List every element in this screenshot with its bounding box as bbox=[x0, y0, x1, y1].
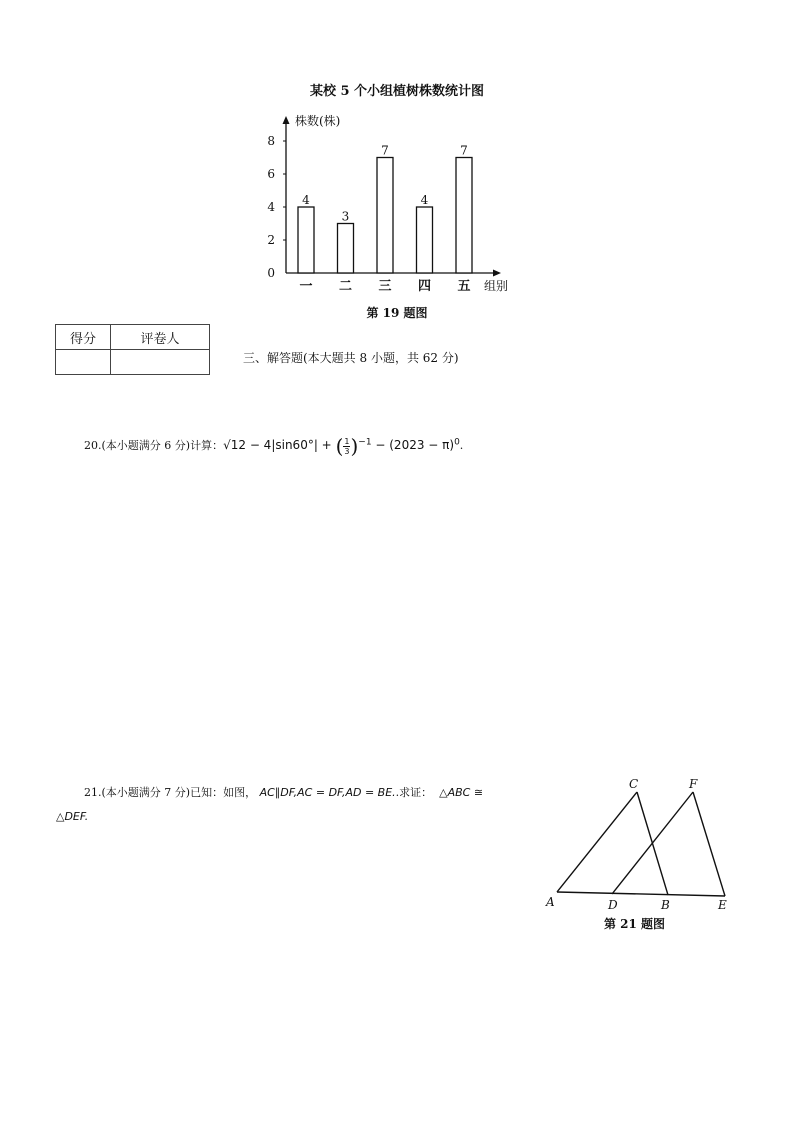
bar-3 bbox=[377, 158, 393, 274]
y-tick-label-4: 8 bbox=[267, 134, 275, 148]
y-tick-label-3: 6 bbox=[267, 167, 275, 181]
score-label: 得分 bbox=[56, 325, 111, 350]
x-axis-label: 组别 bbox=[484, 279, 509, 293]
q20-sqrt: √12 bbox=[223, 438, 246, 452]
label-D: D bbox=[608, 898, 618, 912]
bar-1 bbox=[298, 207, 314, 273]
label-B: B bbox=[661, 898, 670, 912]
y-tick-label-0: 0 bbox=[267, 266, 275, 280]
bar-chart bbox=[255, 108, 525, 298]
bar-value-label-2: 3 bbox=[341, 209, 350, 224]
x-tick-label-5: 五 bbox=[457, 279, 471, 294]
score-table bbox=[55, 324, 210, 375]
y-axis-arrow bbox=[283, 116, 290, 124]
bar-value-label-1: 4 bbox=[302, 193, 310, 207]
y-tick-label-1: 2 bbox=[267, 233, 275, 247]
chart-caption: 第 19 题图 bbox=[366, 306, 428, 320]
segment-FE bbox=[693, 792, 725, 896]
x-tick-label-3: 三 bbox=[378, 279, 392, 294]
y-tick-label-2: 4 bbox=[267, 200, 275, 214]
x-tick-label-4: 四 bbox=[417, 279, 432, 294]
q20-prefix: 20.(本小题满分 6 分)计算： bbox=[84, 439, 224, 452]
label-A: A bbox=[546, 895, 555, 909]
label-E: E bbox=[718, 898, 727, 912]
x-tick-label-2: 二 bbox=[338, 279, 353, 294]
bar-value-label-4: 4 bbox=[420, 193, 429, 207]
figure-21-caption: 第 21 题图 bbox=[604, 917, 666, 931]
q20-frac-den: 3 bbox=[344, 446, 350, 456]
q21-goal-2: △DEF. bbox=[56, 810, 89, 823]
section-title: 三、解答题(本大题共 8 小题，共 62 分) bbox=[243, 351, 459, 365]
bar-4 bbox=[417, 207, 433, 273]
q21-goal-1: △ABC ≅ bbox=[439, 786, 484, 799]
question-21-cont bbox=[56, 810, 88, 823]
y-axis-label: 株数(株) bbox=[295, 114, 341, 128]
question-20 bbox=[84, 434, 463, 458]
q20-paren-close: ) bbox=[350, 434, 359, 458]
q21-condition: AC∥DF,AC = DF,AD = BE. bbox=[259, 786, 396, 799]
q21-prefix: 21.(本小题满分 7 分)已知：如图， bbox=[84, 786, 257, 799]
grader-label: 评卷人 bbox=[111, 325, 210, 350]
label-F: F bbox=[689, 777, 698, 791]
bar-2 bbox=[338, 224, 354, 274]
q20-end: . bbox=[459, 439, 464, 452]
chart-title: 某校 5 个小组植树株数统计图 bbox=[309, 84, 485, 99]
q20-op2: − (2023 − π) bbox=[371, 438, 455, 452]
x-axis-arrow bbox=[493, 270, 501, 277]
x-tick-label-1: 一 bbox=[299, 279, 313, 294]
bar-value-label-5: 7 bbox=[460, 143, 468, 158]
segment-AE bbox=[557, 892, 725, 896]
q21-mid: .求证： bbox=[395, 786, 433, 799]
question-21 bbox=[84, 784, 483, 800]
grader-cell[interactable] bbox=[111, 350, 210, 375]
q20-exp1: −1 bbox=[358, 437, 372, 448]
triangle-figure bbox=[540, 772, 740, 912]
bar-value-label-3: 7 bbox=[381, 143, 389, 158]
q20-frac-num: 1 bbox=[344, 436, 350, 446]
bar-5 bbox=[456, 158, 472, 274]
q20-paren-open: ( bbox=[335, 434, 344, 458]
q20-op1: − 4|sin60°| + bbox=[246, 438, 336, 452]
q20-exp2: 0 bbox=[454, 437, 460, 448]
score-cell[interactable] bbox=[56, 350, 111, 375]
label-C: C bbox=[629, 777, 639, 791]
